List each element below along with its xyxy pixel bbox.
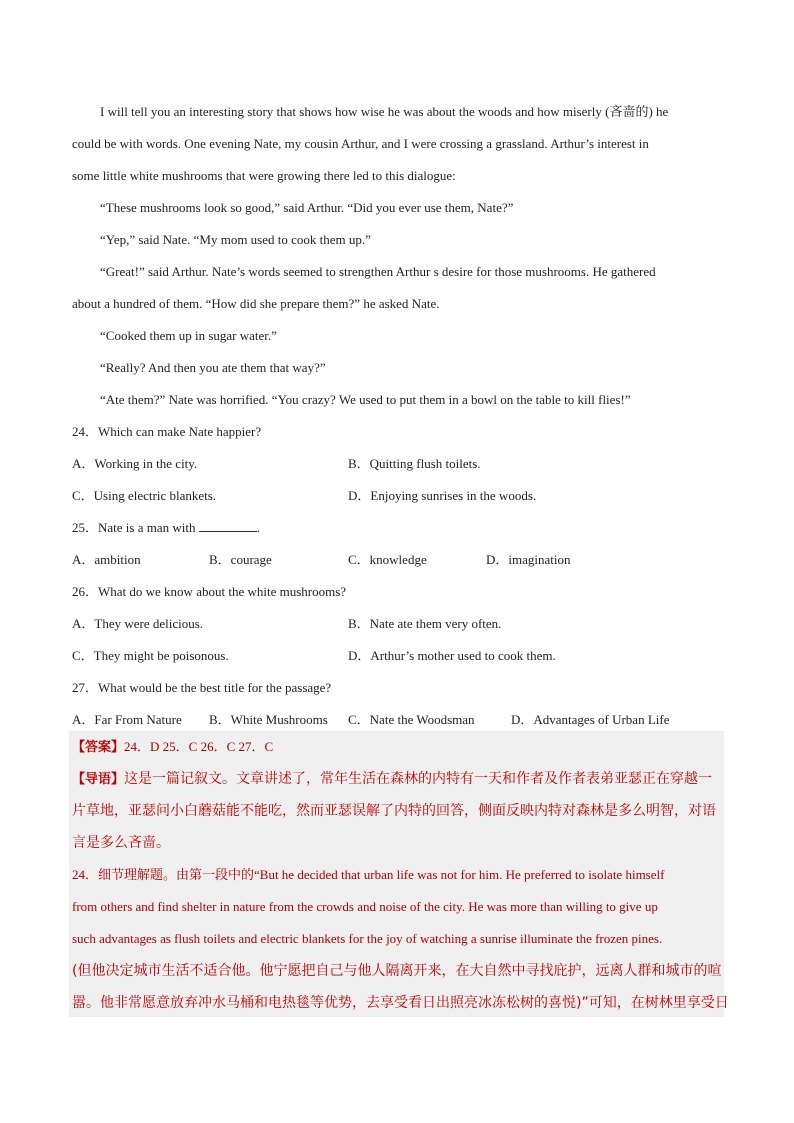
option-d: D．Advantages of Urban Life — [511, 712, 670, 727]
answer-key: 24．D 25．C 26．C 27．C — [124, 739, 274, 754]
answer-explanation-block — [69, 731, 729, 1017]
dialogue-line: “Cooked them up in sugar water.” — [100, 328, 277, 343]
guide-line: 片草地，亚瑟问小白蘑菇能不能吃，然而亚瑟误解了内特的回答，侧面反映内特对森林是多么明智，对语 — [72, 803, 716, 819]
dialogue-line: about a hundred of them. “How did she prepare them?” he asked Nate. — [72, 296, 440, 311]
question-stem-text: 25．Nate is a man with — [72, 520, 196, 535]
option-b: B．Nate ate them very often. — [348, 616, 502, 631]
explanation-line: 嚣。他非常愿意放弃冲水马桶和电热毯等优势，去享受看日出照亮冰冻松树的喜悦)”可知，在树林里享受日 — [72, 995, 729, 1011]
dialogue-line: “These mushrooms look so good,” said Arthur. “Did you ever use them, Nate?” — [100, 200, 514, 215]
explanation-line: (但他决定城市生活不适合他。他宁愿把自己与他人隔离开来，在大自然中寻找庇护，远离人群和城市的喧 — [72, 963, 722, 979]
question-options — [72, 448, 724, 480]
option-b: B．courage — [209, 552, 272, 567]
option-a: A．Far From Nature — [72, 712, 182, 727]
passage-line: I will tell you an interesting story that shows how wise he was about the woods and how miserly (吝啬的) he — [100, 104, 669, 119]
question-stem: 27．What would be the best title for the passage? — [72, 680, 332, 695]
option-c: C．Nate the Woodsman — [348, 712, 475, 727]
option-b: B．Quitting flush toilets. — [348, 456, 481, 471]
dialogue-line: “Yep,” said Nate. “My mom used to cook them up.” — [100, 232, 371, 247]
question-options — [72, 640, 724, 672]
option-c: C．knowledge — [348, 552, 427, 567]
guide-line: 言是多么吝啬。 — [72, 835, 170, 851]
question-options — [72, 608, 724, 640]
document-body — [72, 96, 724, 736]
passage-line: could be with words. One evening Nate, my cousin Arthur, and I were crossing a grassland. Arthur’s interest in — [72, 136, 649, 151]
question-stem: 24．Which can make Nate happier? — [72, 424, 262, 439]
option-d: D．Arthur’s mother used to cook them. — [348, 648, 556, 663]
explanation-line: 24．细节理解题。由第一段中的“But he decided that urban life was not for him. He preferred to isolate himself — [72, 867, 665, 882]
question-stem-end: . — [256, 520, 260, 535]
option-d: D．Enjoying sunrises in the woods. — [348, 488, 537, 503]
option-d: D．imagination — [486, 552, 571, 567]
question-stem: 26．What do we know about the white mushrooms? — [72, 584, 347, 599]
answer-line — [72, 731, 724, 763]
explanation-line: from others and find shelter in nature from the crowds and noise of the city. He was more than willing to give up — [72, 899, 658, 914]
guide-line — [72, 763, 724, 795]
fill-blank — [199, 519, 257, 532]
guide-text: 这是一篇记叙文。文章讲述了，常年生活在森林的内特有一天和作者及作者表弟亚瑟正在穿越一 — [124, 771, 713, 787]
option-a: A．They were delicious. — [72, 616, 204, 631]
dialogue-line: “Really? And then you ate them that way?” — [100, 360, 326, 375]
dialogue-line: “Great!” said Arthur. Nate’s words seemed to strengthen Arthur s desire for those mushrooms. He gathered — [100, 264, 656, 279]
option-a: A．Working in the city. — [72, 456, 198, 471]
option-c: C．They might be poisonous. — [72, 648, 229, 663]
question-options — [72, 544, 724, 576]
guide-tag: 【导语】 — [72, 772, 125, 787]
option-a: A．ambition — [72, 552, 141, 567]
dialogue-line: “Ate them?” Nate was horrified. “You crazy? We used to put them in a bowl on the table to kill flies!” — [100, 392, 631, 407]
option-c: C．Using electric blankets. — [72, 488, 217, 503]
question-stem — [72, 512, 724, 544]
question-options — [72, 480, 724, 512]
answer-tag: 【答案】 — [72, 740, 125, 755]
passage-line: some little white mushrooms that were growing there led to this dialogue: — [72, 168, 456, 183]
explanation-line: such advantages as flush toilets and electric blankets for the joy of watching a sunrise illuminate the frozen pines. — [72, 931, 663, 946]
option-b: B．White Mushrooms — [209, 712, 328, 727]
